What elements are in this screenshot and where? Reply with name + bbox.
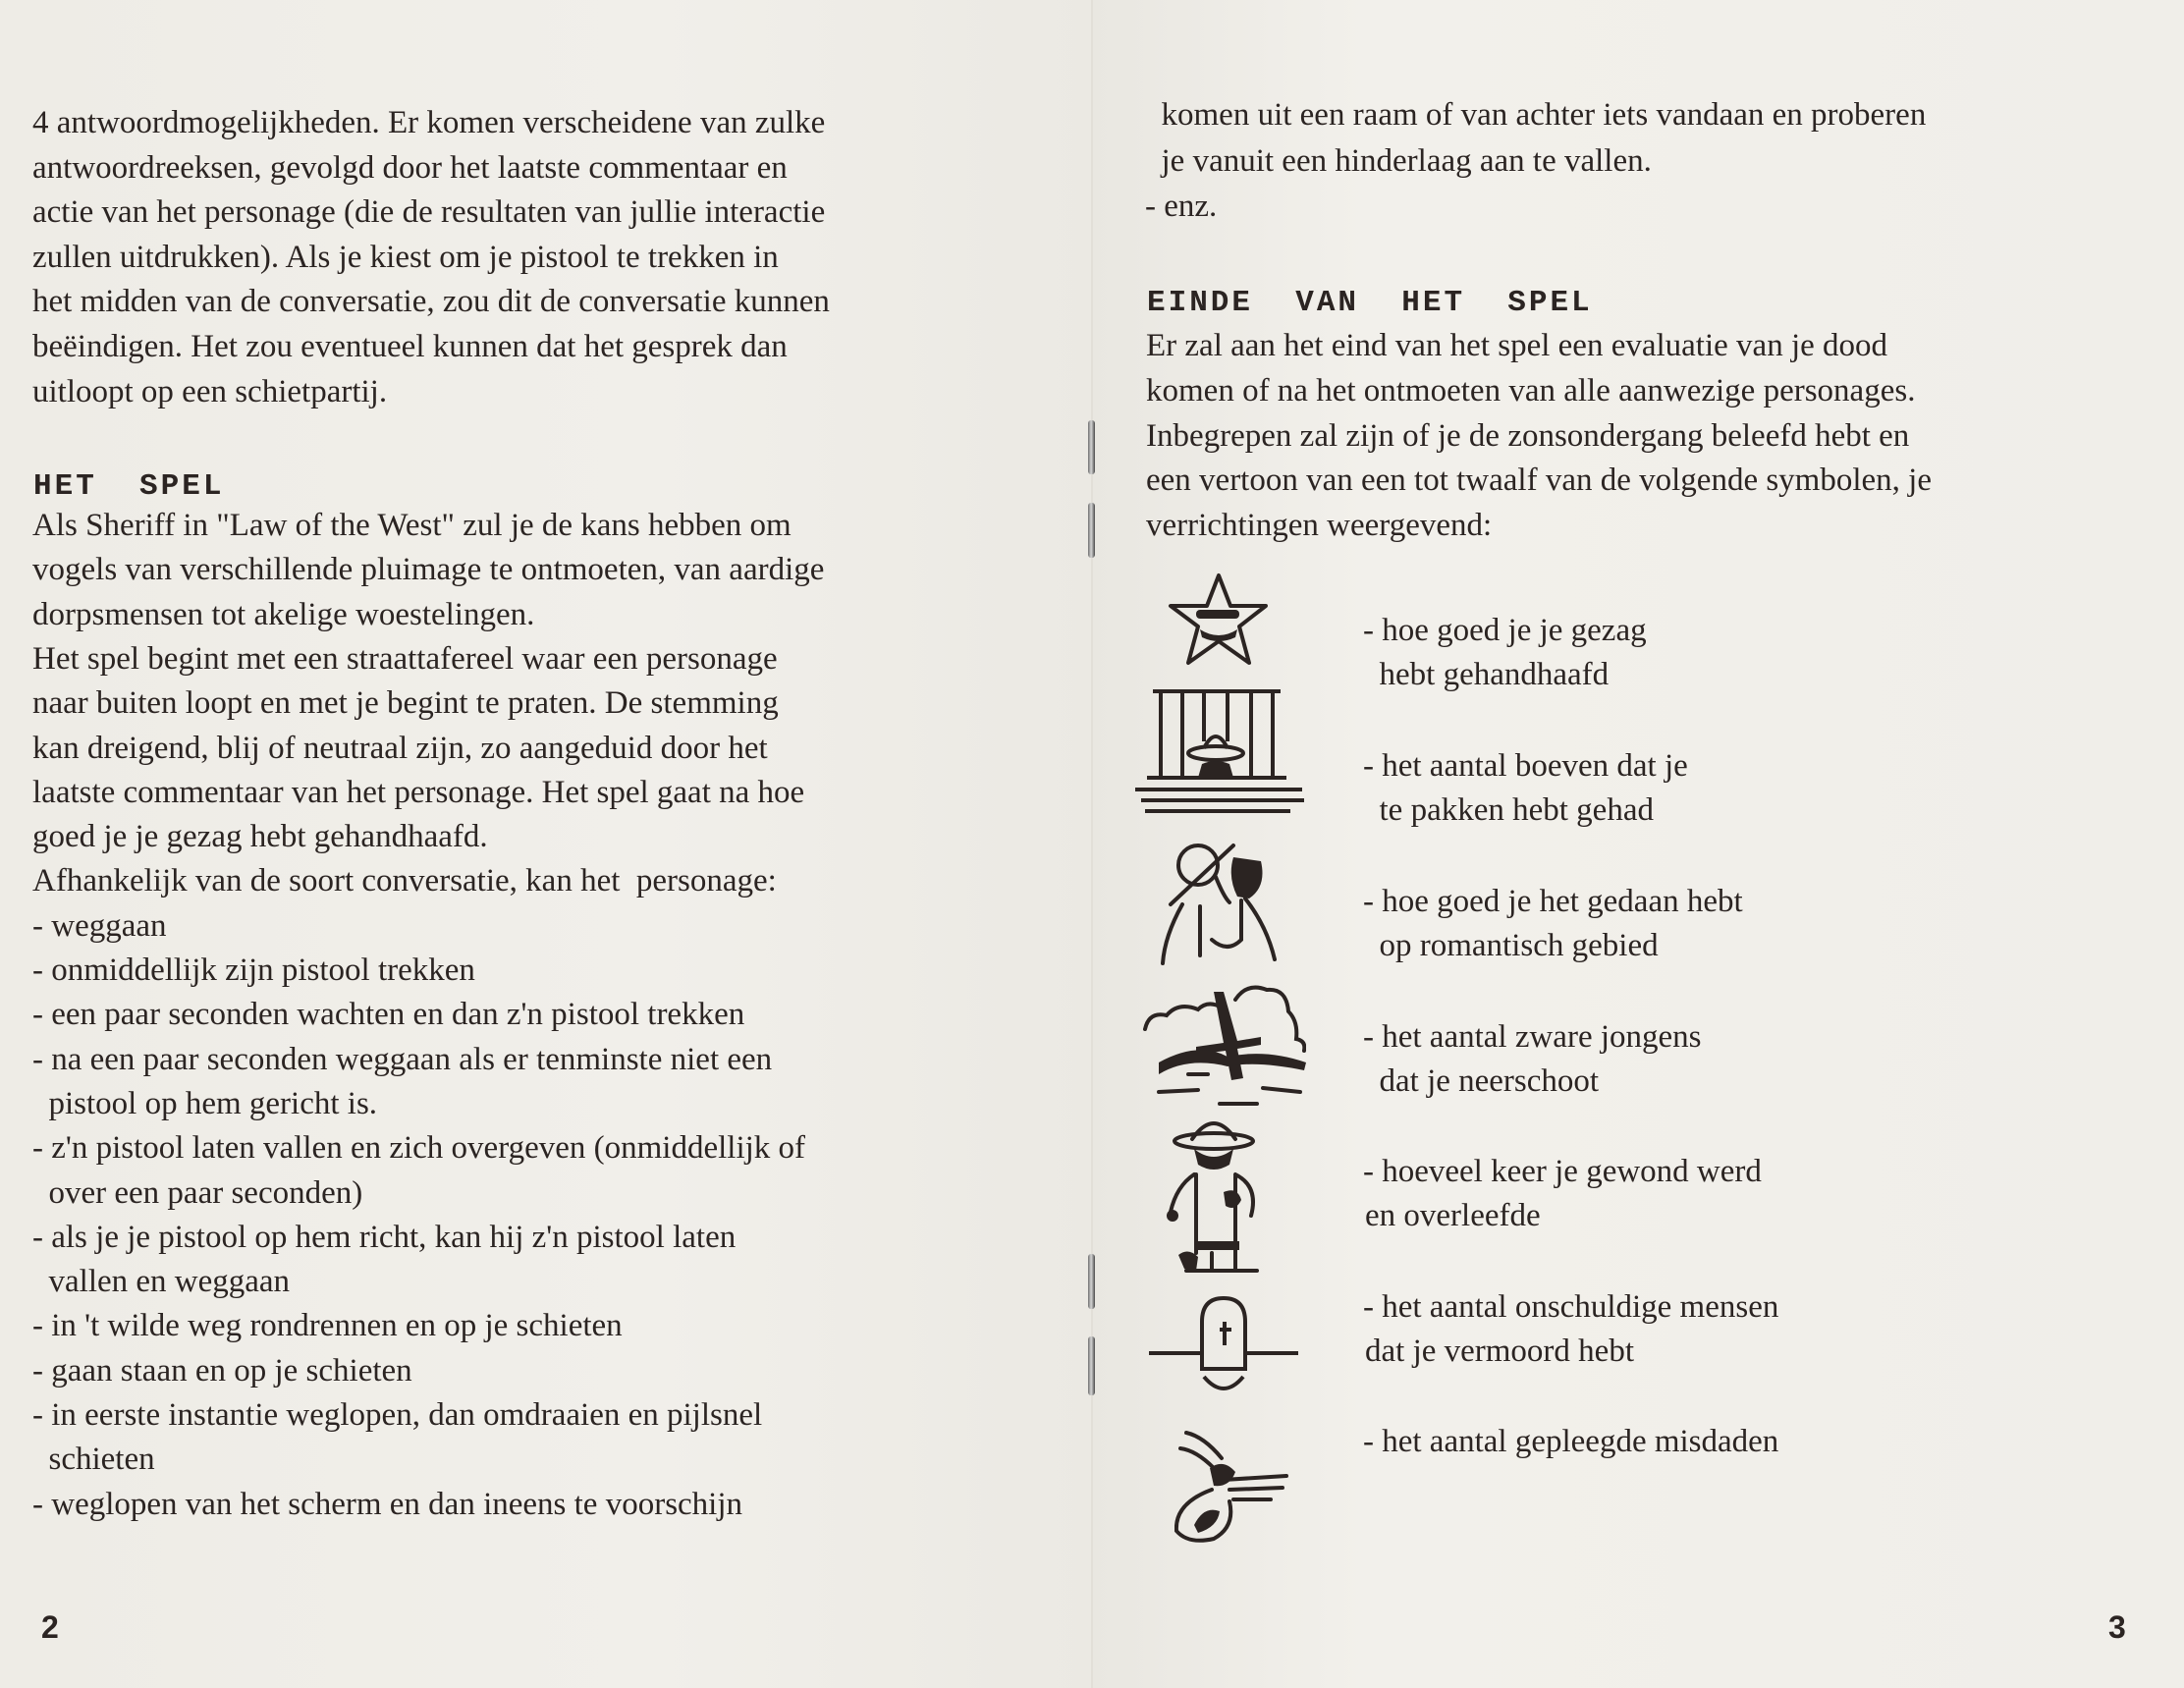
text-line: uitloopt op een schietpartij.: [32, 373, 388, 409]
text-line: je vanuit een hinderlaag aan te vallen.: [1145, 142, 1652, 179]
symbol-caption-line: - het aantal zware jongens: [1363, 1019, 1702, 1055]
text-line: - in 't wilde weg rondrennen en op je schieten: [32, 1308, 623, 1344]
text-line: over een paar seconden): [32, 1174, 363, 1211]
text-line: - gaan staan en op je schieten: [32, 1352, 412, 1389]
symbol-caption-line: dat je neerschoot: [1363, 1063, 1600, 1099]
symbol-caption-line: hebt gehandhaafd: [1363, 657, 1610, 692]
staple: [1088, 503, 1095, 558]
staple: [1088, 1336, 1095, 1395]
text-line: het midden van de conversatie, zou dit de conversatie kunnen: [32, 284, 830, 320]
tombstone-icon: [1147, 1294, 1300, 1398]
text-line: vallen en weggaan: [32, 1264, 291, 1300]
text-line: zullen uitdrukken). Als je kiest om je pistool te trekken in: [32, 239, 779, 275]
text-line: beëindigen. Het zou eventueel kunnen dat het gesprek dan: [32, 329, 788, 364]
text-line: - z'n pistool laten vallen en zich overgeven (onmiddellijk of: [32, 1130, 806, 1167]
symbol-caption-line: te pakken hebt gehad: [1363, 792, 1654, 828]
text-line: - onmiddellijk zijn pistool trekken: [32, 953, 475, 988]
symbol-caption-line: - het aantal gepleegde misdaden: [1363, 1424, 1779, 1459]
text-line: Het spel begint met een straattafereel waar een personage: [32, 640, 778, 677]
text-line: laatste commentaar van het personage. Het spel gaat na hoe: [32, 774, 805, 810]
symbol-caption-line: dat je vermoord hebt: [1365, 1334, 1634, 1369]
text-line: - enz.: [1145, 189, 1218, 224]
symbol-caption-line: - het aantal onschuldige mensen: [1363, 1289, 1779, 1325]
text-line: pistool op hem gericht is.: [32, 1085, 378, 1121]
symbol-caption-line: - het aantal boeven dat je: [1363, 748, 1688, 784]
text-line: Afhankelijk van de soort conversatie, kan het personage:: [32, 863, 777, 899]
text-line: Inbegrepen zal zijn of je de zonsondergang beleefd hebt en: [1146, 417, 1910, 454]
text-line: - een paar seconden wachten en dan z'n pistool trekken: [32, 997, 745, 1033]
text-line: schieten: [32, 1442, 155, 1478]
symbol-caption-line: en overleefde: [1365, 1198, 1541, 1233]
kissing-couple-icon: [1159, 838, 1286, 965]
text-line: kan dreigend, blij of neutraal zijn, zo aangeduid door het: [32, 730, 768, 766]
symbol-caption-line: - hoe goed je het gedaan hebt: [1363, 884, 1743, 919]
text-line: - als je je pistool op hem richt, kan hij z'n pistool laten: [32, 1219, 737, 1255]
text-line: Er zal aan het eind van het spel een evaluatie van je dood: [1146, 328, 1888, 363]
section-heading-einde-van-het-spel: EINDE VAN HET SPEL: [1147, 286, 1593, 320]
text-line: - weglopen van het scherm en dan ineens te voorschijn: [32, 1486, 743, 1522]
text-line: dorpsmensen tot akelige woestelingen.: [32, 596, 535, 632]
jail-icon: [1131, 687, 1308, 815]
grave-cross-icon: [1139, 982, 1306, 1110]
text-line: antwoordreeksen, gevolgd door het laatste commentaar en: [32, 149, 788, 186]
text-line: komen uit een raam of van achter iets vandaan en proberen: [1145, 97, 1927, 133]
winged-moneybag-icon: [1174, 1429, 1292, 1545]
sheriff-star-icon: [1167, 572, 1271, 669]
text-line: 4 antwoordmogelijkheden. Er komen verscheidene van zulke: [32, 105, 826, 140]
symbol-caption-line: op romantisch gebied: [1363, 928, 1659, 963]
text-line: komen of na het ontmoeten van alle aanwezige personages.: [1146, 372, 1916, 408]
text-line: vogels van verschillende pluimage te ontmoeten, van aardige: [32, 552, 825, 588]
page-number-right: 3: [2108, 1609, 2126, 1645]
text-line: Als Sheriff in "Law of the West" zul je de kans hebben om: [32, 508, 792, 543]
symbol-caption-line: - hoeveel keer je gewond werd: [1363, 1154, 1762, 1189]
text-line: verrichtingen weergevend:: [1146, 508, 1493, 544]
text-line: goed je je gezag hebt gehandhaafd.: [32, 819, 488, 855]
page-number-left: 2: [41, 1609, 59, 1645]
text-line: - in eerste instantie weglopen, dan omdraaien en pijlsnel: [32, 1397, 763, 1433]
staple: [1088, 420, 1095, 474]
text-line: naar buiten loopt en met je begint te praten. De stemming: [32, 685, 779, 722]
binding-fold: [1091, 0, 1093, 1688]
text-line: - weggaan: [32, 907, 167, 944]
text-line: een vertoon van een tot twaalf van de volgende symbolen, je: [1146, 463, 1932, 499]
text-line: actie van het personage (die de resultaten van jullie interactie: [32, 194, 826, 231]
wounded-cowboy-icon: [1165, 1117, 1263, 1277]
staple: [1088, 1254, 1095, 1309]
section-heading-het-spel: HET SPEL: [33, 469, 225, 504]
text-line: - na een paar seconden weggaan als er tenminste niet een: [32, 1041, 773, 1077]
symbol-caption-line: - hoe goed je je gezag: [1363, 613, 1647, 648]
